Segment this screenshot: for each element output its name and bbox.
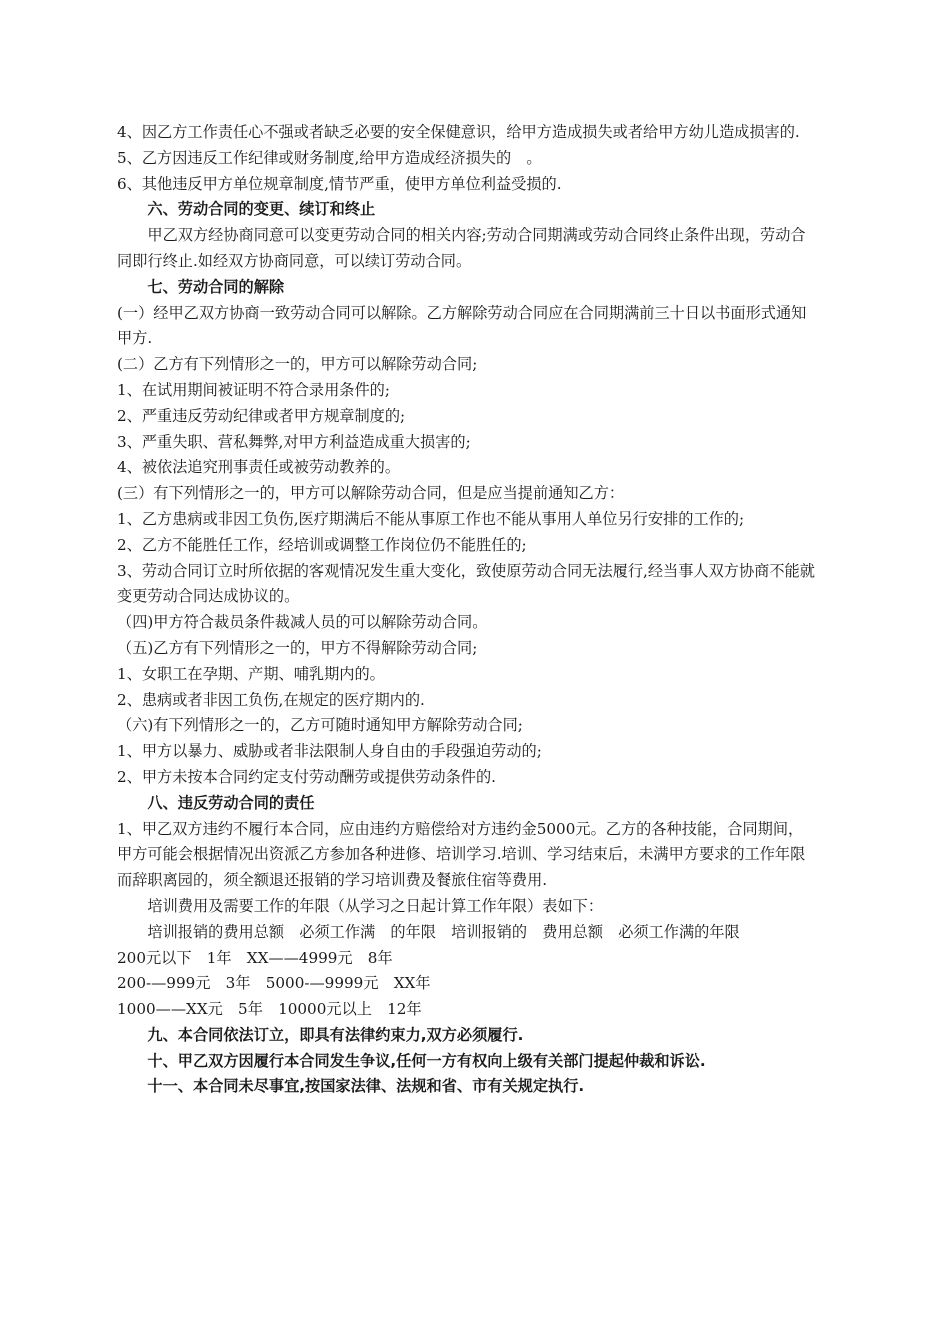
- paragraph: 200元以下 1年 XX——4999元 8年: [117, 948, 393, 967]
- section-heading: 十、甲乙双方因履行本合同发生争议,任何一方有权向上级有关部门提起仲裁和诉讼.: [147, 1051, 706, 1070]
- paragraph: （五)乙方有下列情形之一的，甲方不得解除劳动合同;: [117, 638, 478, 657]
- paragraph: 1、甲方以暴力、威胁或者非法限制人身自由的手段强迫劳动的;: [117, 742, 542, 761]
- paragraph: 1、甲乙双方违约不履行本合同，应由违约方赔偿给对方违约金5000元。乙方的各种技能，合同期间，甲方可能会根据情况出资派乙方参加各种进修、培训学习.培训、学习结束后，未满甲方要求的工作年限而辞职离园的，须全额退还报销的学习培训费及餐旅住宿等费用.: [117, 819, 806, 890]
- paragraph: （六)有下列情形之一的，乙方可随时通知甲方解除劳动合同;: [117, 716, 523, 735]
- section-heading: 十一、本合同未尽事宜,按国家法律、法规和省、市有关规定执行.: [147, 1077, 585, 1096]
- paragraph: 1、女职工在孕期、产期、哺乳期内的。: [117, 664, 385, 683]
- section-heading: 九、本合同依法订立，即具有法律约束力,双方必须履行.: [147, 1025, 524, 1044]
- document-body: [117, 120, 817, 1100]
- paragraph: (二）乙方有下列情形之一的，甲方可以解除劳动合同;: [117, 355, 478, 374]
- paragraph: (一）经甲乙双方协商一致劳动合同可以解除。乙方解除劳动合同应在合同期满前三十日以书面形式通知甲方.: [117, 303, 807, 348]
- paragraph: 4、被依法追究刑事责任或被劳动教养的。: [117, 458, 401, 477]
- section-heading: 八、违反劳动合同的责任: [147, 793, 315, 812]
- paragraph: 1、在试用期间被证明不符合录用条件的;: [117, 380, 390, 399]
- section-heading: 七、劳动合同的解除: [147, 277, 285, 296]
- paragraph: （四)甲方符合裁员条件裁减人员的可以解除劳动合同。: [117, 613, 488, 632]
- paragraph: 2、患病或者非因工负伤,在规定的医疗期内的.: [117, 690, 425, 709]
- paragraph: 6、其他违反甲方单位规章制度,情节严重，使甲方单位利益受损的.: [117, 174, 562, 193]
- paragraph: 3、严重失职、营私舞弊,对甲方利益造成重大损害的;: [117, 432, 471, 451]
- paragraph: 5、乙方因违反工作纪律或财务制度,给甲方造成经济损失的 。: [117, 148, 542, 167]
- paragraph: 甲乙双方经协商同意可以变更劳动合同的相关内容;劳动合同期满或劳动合同终止条件出现，劳动合同即行终止.如经双方协商同意，可以续订劳动合同。: [117, 226, 806, 270]
- paragraph: 3、劳动合同订立时所依据的客观情况发生重大变化，致使原劳动合同无法履行,经当事人双方协商不能就变更劳动合同达成协议的。: [117, 561, 815, 606]
- paragraph: 200-—999元 3年 5000-—9999元 XX年: [117, 974, 431, 993]
- paragraph: 培训报销的费用总额 必须工作满 的年限 培训报销的 费用总额 必须工作满的年限: [147, 922, 740, 941]
- paragraph: (三）有下列情形之一的，甲方可以解除劳动合同，但是应当提前通知乙方：: [117, 484, 625, 503]
- paragraph: 2、甲方未按本合同约定支付劳动酬劳或提供劳动条件的.: [117, 767, 496, 786]
- paragraph: 2、严重违反劳动纪律或者甲方规章制度的;: [117, 406, 406, 425]
- paragraph: 培训费用及需要工作的年限（从学习之日起计算工作年限）表如下：: [147, 896, 604, 915]
- section-heading: 六、劳动合同的变更、续订和终止: [147, 200, 376, 219]
- paragraph: 4、因乙方工作责任心不强或者缺乏必要的安全保健意识，给甲方造成损失或者给甲方幼儿造成损害的.: [117, 123, 800, 141]
- paragraph: 1000——XX元 5年 10000元以上 12年: [117, 1000, 422, 1019]
- paragraph: 1、乙方患病或非因工负伤,医疗期满后不能从事原工作也不能从事用人单位另行安排的工作的;: [117, 509, 745, 528]
- paragraph: 2、乙方不能胜任工作，经培训或调整工作岗位仍不能胜任的;: [117, 535, 527, 554]
